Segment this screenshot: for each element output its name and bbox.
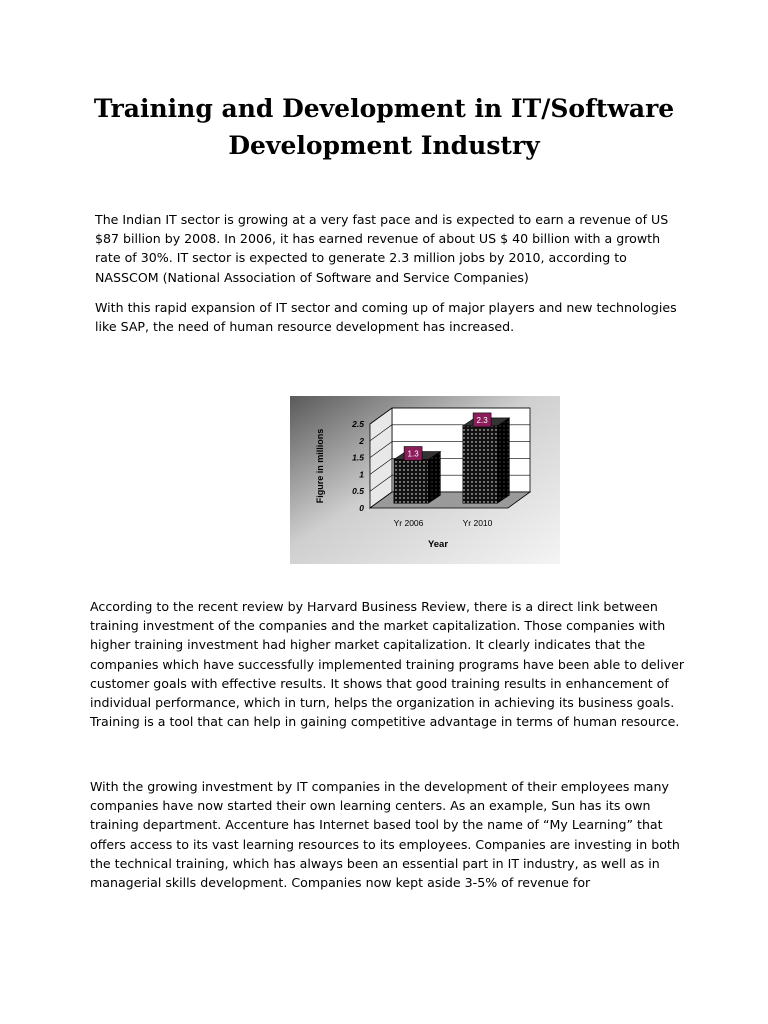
x-tick-label: Yr 2010 (462, 518, 493, 528)
y-tick-label: 1 (359, 469, 364, 480)
data-label: 2.3 (476, 415, 488, 425)
bar (463, 426, 498, 503)
paragraph-investment: With the growing investment by IT companies in the development of their employees many companies have now started their own learning centers. As an example, Sun has its own training department. Accenture has Internet based tool by the name of “My Learning” that offers access to its vast learning resources to its employees. Companies are investing in both the technical training, which has always been an essential part in IT industry, as well as in managerial skills development. Companies now kept aside 3-5% of revenue for (90, 779, 680, 891)
data-label: 1.3 (407, 449, 419, 459)
bar-side (428, 452, 440, 504)
y-tick-label: 0.5 (352, 486, 364, 497)
y-tick-label: 0 (359, 503, 364, 513)
paragraph-expansion: With this rapid expansion of IT sector and coming up of major players and new technologies like SAP, the need of human resource development has increased. (95, 300, 677, 335)
bar (394, 460, 429, 504)
y-axis-label: Figure in millions (315, 428, 325, 504)
paragraph-intro: The Indian IT sector is growing at a very fast pace and is expected to earn a revenue of US $87 billion by 2008. In 2006, it has earned revenue of about US $ 40 billion with a growth rate of 30%. IT sector is expected to generate 2.3 million jobs by 2010, according to NASSCOM (National Association of Software and Service Companies) (95, 212, 669, 285)
x-tick-label: Yr 2006 (393, 518, 424, 528)
jobs-chart-svg (290, 396, 560, 564)
bar-side (497, 418, 509, 503)
document-title: Training and Development in IT/Software Development Industry (93, 94, 675, 160)
y-tick-label: 2.5 (352, 419, 364, 429)
y-tick-label: 2 (359, 435, 364, 446)
x-axis-label: Year (427, 539, 449, 550)
jobs-chart (290, 396, 560, 564)
y-tick-label: 1.5 (352, 452, 364, 463)
plot-side-wall (370, 408, 392, 508)
paragraph-harvard: According to the recent review by Harvard Business Review, there is a direct link between training investment of the companies and the market capitalization. Those companies with higher training investment had higher market capitalization. It clearly indicates that the companies which have successfully implemented training programs have been able to deliver customer goals with effective results. It shows that good training results in enhancement of individual performance, which in turn, helps the organization in achieving its business goals. Training is a tool that can help in gaining competitive advantage in terms of human resource. (90, 599, 685, 730)
